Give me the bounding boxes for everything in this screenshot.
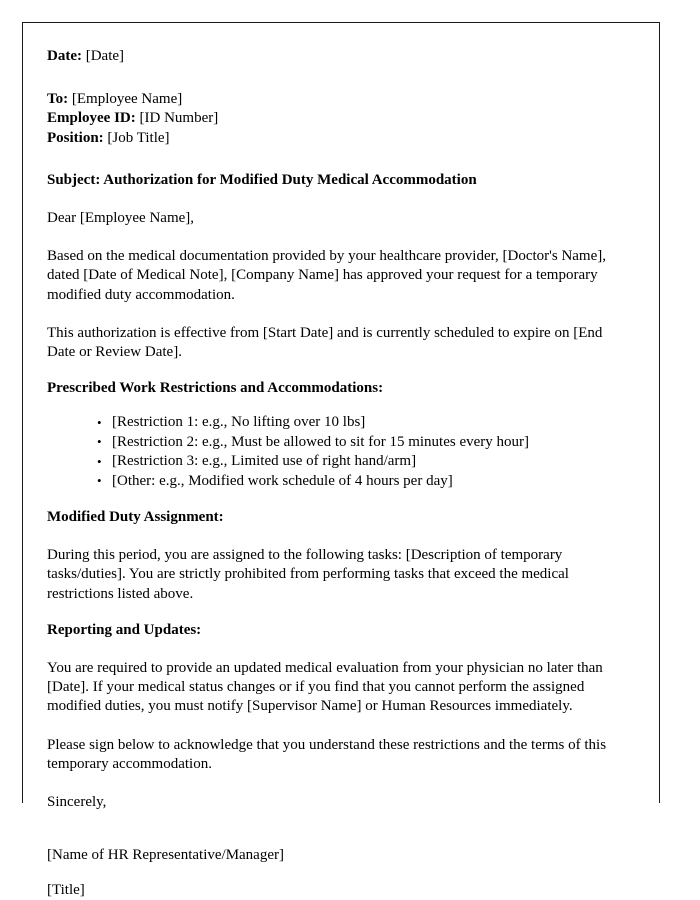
spacer	[47, 604, 623, 621]
subject-line: Subject: Authorization for Modified Duty Medical Accommodation	[47, 171, 477, 188]
document-body	[23, 23, 659, 900]
spacer	[47, 491, 623, 508]
spacer	[47, 774, 623, 793]
spacer	[47, 398, 623, 413]
assignment-heading: Modified Duty Assignment:	[47, 509, 224, 526]
date-label: Date:	[47, 48, 82, 64]
recipient-id-label: Employee ID:	[47, 110, 136, 127]
spacer	[47, 66, 623, 90]
assignment-paragraph: During this period, you are assigned to the following tasks: [Description of temporary tasks/duties]. You are strictly prohibited from performing tasks that exceed the medical restrictions listed above.	[47, 547, 569, 602]
recipient-block	[47, 90, 623, 148]
recipient-to-value: [Employee Name]	[71, 91, 183, 108]
reporting-heading: Reporting and Updates:	[47, 621, 202, 638]
spacer	[47, 190, 623, 209]
effective-dates-paragraph: This authorization is effective from [Start Date] and is currently scheduled to expire on [End Date or Review Date].	[47, 324, 603, 361]
acknowledgement-paragraph: Please sign below to acknowledge that you understand these restrictions and the terms of this temporary accommodation.	[47, 736, 607, 772]
spacer	[47, 640, 623, 659]
signature-name: [Name of HR Representative/Manager]	[47, 847, 284, 864]
reporting-paragraph: You are required to provide an updated medical evaluation from your physician no later than [Date]. If your medical status changes or if you find that you cannot perform the assigned modified duties, you must notify [Supervisor Name] or Human Resources immediately.	[47, 660, 603, 715]
list-item: • [Other: e.g., Modified work schedule of 4 hours per day]	[97, 472, 623, 491]
recipient-position-value: [Job Title]	[107, 129, 170, 146]
spacer	[47, 305, 623, 324]
signature-title: [Title]	[47, 881, 85, 898]
spacer	[47, 812, 623, 831]
salutation: Dear [Employee Name],	[47, 210, 195, 227]
spacer	[47, 527, 623, 546]
recipient-id-line	[47, 109, 623, 128]
date-value: [Date]	[85, 48, 125, 64]
restrictions-heading: Prescribed Work Restrictions and Accommodations:	[47, 380, 384, 397]
list-item: • [Restriction 3: e.g., Limited use of right hand/arm]	[97, 452, 623, 471]
recipient-position-line	[47, 129, 623, 148]
recipient-position-label: Position:	[47, 129, 104, 146]
recipient-to-line	[47, 90, 623, 109]
restrictions-list	[47, 413, 623, 491]
document-page	[22, 22, 660, 898]
spacer	[47, 148, 623, 171]
signature-block	[47, 846, 623, 899]
spacer	[47, 228, 623, 247]
list-item: • [Restriction 2: e.g., Must be allowed to sit for 15 minutes every hour]	[97, 433, 623, 452]
list-item: • [Restriction 1: e.g., No lifting over 10 lbs]	[97, 413, 623, 432]
recipient-id-value: [ID Number]	[139, 110, 219, 127]
date-line	[47, 47, 623, 66]
intro-paragraph: Based on the medical documentation provided by your healthcare provider, [Doctor's Name], dated [Date of Medical Note], [Company Name] has approved your request for a temporary modified duty accommodation.	[47, 248, 606, 303]
closing: Sincerely,	[47, 794, 107, 811]
spacer	[47, 717, 623, 736]
spacer	[47, 362, 623, 379]
recipient-to-label: To:	[47, 91, 69, 108]
